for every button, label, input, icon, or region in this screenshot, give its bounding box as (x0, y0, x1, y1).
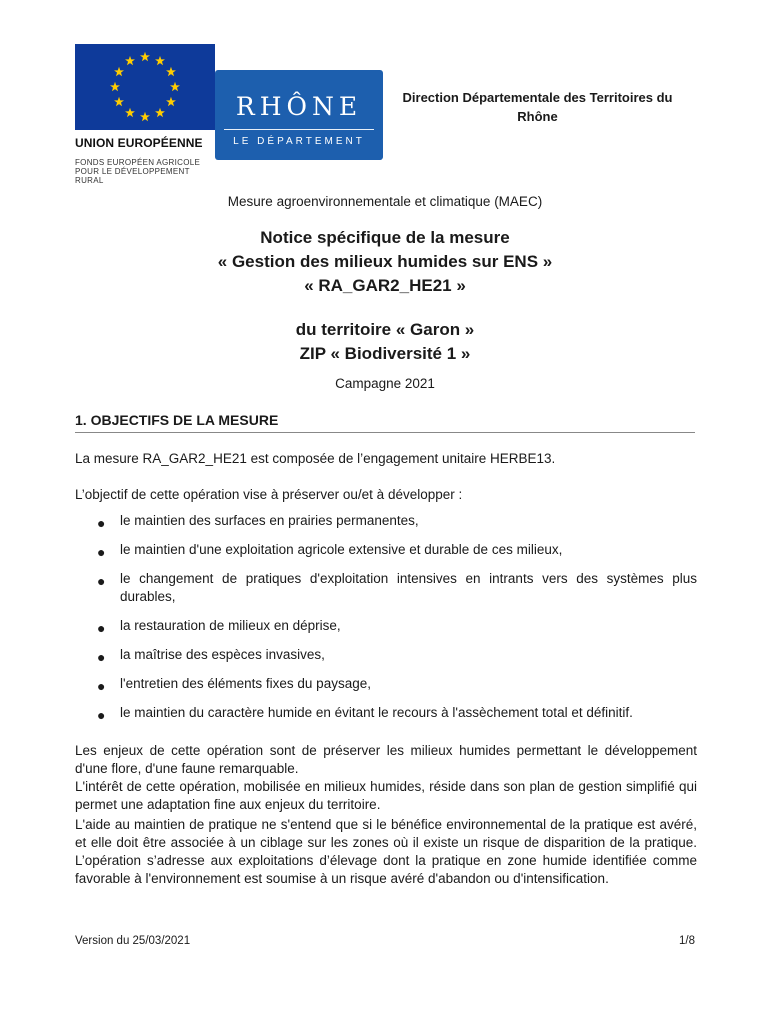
measure-type: Mesure agroenvironnementale et climatique (MAEC) (227, 194, 543, 209)
bullet-icon: ● (97, 620, 106, 636)
notice-title-line1: Notice spécifique de la mesure (260, 228, 510, 247)
list-item: ● le maintien du caractère humide en évitant le recours à l'assèchement total et définitif. (97, 705, 633, 723)
eu-star-icon (125, 108, 135, 117)
eu-logo-title: UNION EUROPÉENNE (75, 136, 203, 150)
eu-star-icon (140, 52, 150, 61)
aid-paragraph: L'aide au maintien de pratique ne s'entend que si le bénéfice environnemental de la pratique est avéré, et elle doit être associée à un ciblage sur les zones où il existe un risque de disparition de la pratique. L’opération s’adresse aux exploitations d’élevage dont la pratique en zone humide identifiée comme favorable à l'environnement est soumise à un risque avéré d'abandon ou d'intensification. (75, 817, 697, 886)
list-item: ● le changement de pratiques d'exploitation intensives en intrants vers des systèmes plus durables, (97, 571, 697, 604)
eu-logo (75, 44, 215, 185)
eu-star-icon (114, 67, 124, 76)
eu-flag-icon (75, 44, 215, 130)
list-item: ● la maîtrise des espèces invasives, (97, 647, 325, 665)
bullet-icon: ● (97, 678, 106, 694)
list-item: ● le maintien d'une exploitation agricole extensive et durable de ces milieux, (97, 542, 563, 560)
rhone-logo-subtitle: LE DÉPARTEMENT (233, 136, 365, 147)
page-number: 1/8 (679, 935, 695, 947)
eu-star-icon (155, 56, 165, 65)
eu-star-icon (114, 97, 124, 106)
list-item: ● l'entretien des éléments fixes du paysage, (97, 676, 371, 694)
stakes-paragraph: Les enjeux de cette opération sont de préserver les milieux humides permettant le développement d'une flore, d'une faune remarquable. (75, 743, 697, 776)
objectives-list (75, 512, 697, 722)
eu-star-icon (125, 56, 135, 65)
bullet-icon: ● (97, 515, 106, 531)
eu-star-icon (140, 112, 150, 121)
territory-name: du territoire « Garon » (295, 320, 475, 339)
bullet-icon: ● (97, 707, 106, 723)
objective-lead: L’objectif de cette opération vise à préserver ou/et à développer : (75, 487, 463, 502)
list-item: ● la restauration de milieux en déprise, (97, 618, 341, 636)
zip-name: ZIP « Biodiversité 1 » (299, 344, 471, 363)
rhone-department-logo (215, 70, 383, 160)
territory-title (0, 318, 770, 366)
bullet-icon: ● (97, 573, 106, 589)
campaign-year: Campagne 2021 (335, 376, 435, 391)
eu-star-icon (155, 108, 165, 117)
eu-star-icon (166, 97, 176, 106)
section-heading: 1. OBJECTIFS DE LA MESURE (75, 412, 695, 433)
bullet-icon: ● (97, 649, 106, 665)
interest-paragraph: L'intérêt de cette opération, mobilisée en milieux humides, réside dans son plan de gestion simplifié qui permet une adaptation fine aux enjeux du territoire. (75, 779, 697, 812)
issuing-authority: Direction Départementale des Territoires du Rhône (402, 90, 673, 124)
eu-star-icon (110, 82, 120, 91)
intro-paragraph: La mesure RA_GAR2_HE21 est composée de l’engagement unitaire HERBE13. (75, 451, 556, 466)
eu-star-icon (166, 67, 176, 76)
eu-logo-subtitle: FONDS EUROPÉEN AGRICOLE POUR LE DÉVELOPPEMENT RURAL (75, 158, 201, 185)
notice-title-line2: « Gestion des milieux humides sur ENS » (217, 252, 553, 271)
footer-version: Version du 25/03/2021 (75, 935, 191, 947)
list-item: ● le maintien des surfaces en prairies permanentes, (97, 513, 419, 531)
eu-star-icon (170, 82, 180, 91)
bullet-icon: ● (97, 544, 106, 560)
rhone-logo-divider (224, 129, 374, 130)
notice-title (0, 226, 770, 298)
rhone-logo-name: RHÔNE (235, 92, 363, 121)
notice-title-line3: « RA_GAR2_HE21 » (304, 276, 466, 295)
